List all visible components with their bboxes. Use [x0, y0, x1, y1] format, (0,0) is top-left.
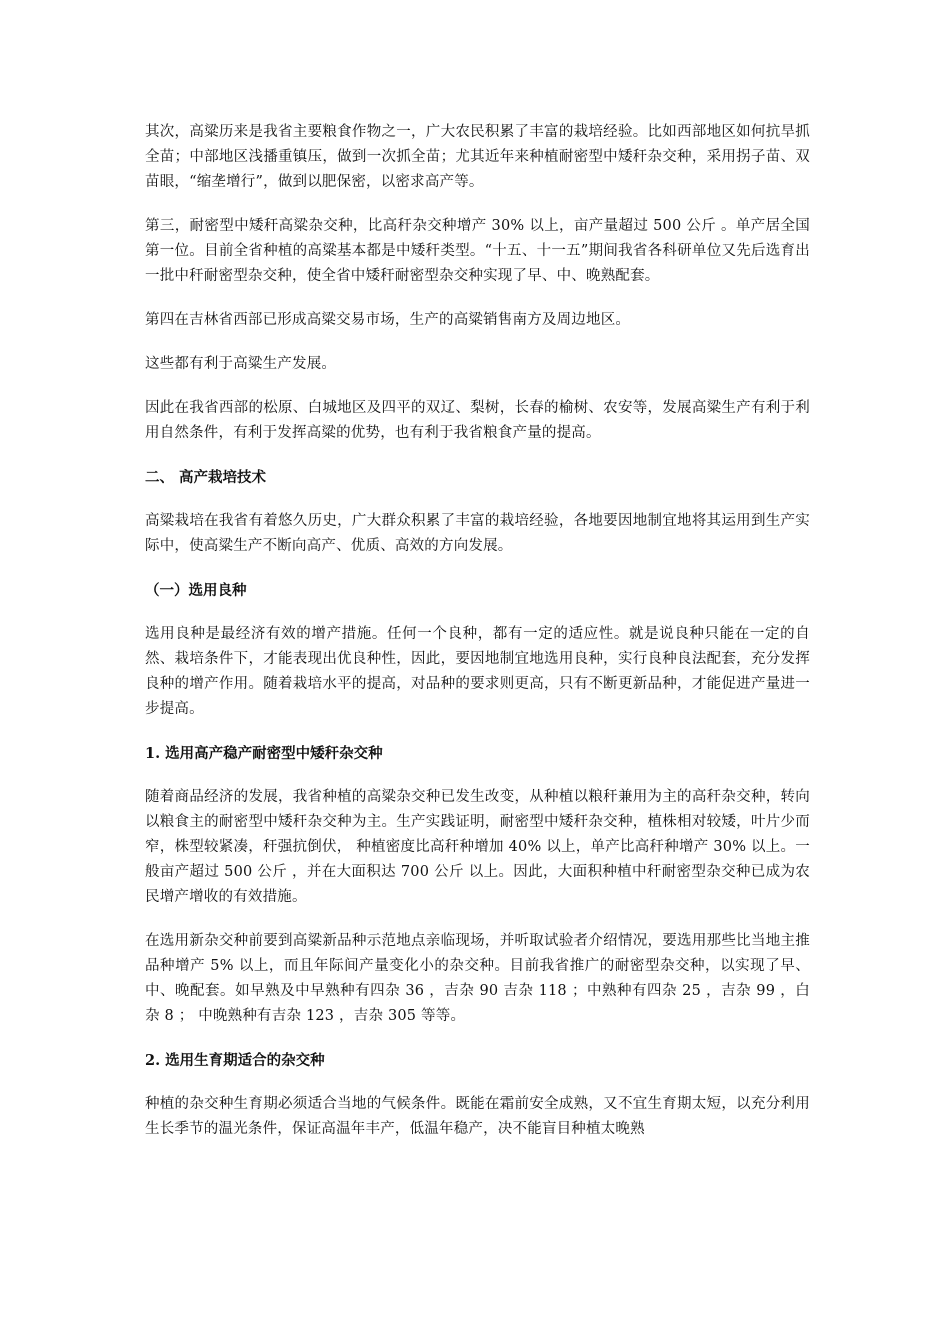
paragraph-item-1a: 随着商品经济的发展，我省种植的高粱杂交种已发生改变，从种植以粮秆兼用为主的高秆杂交种，转向以粮食主的耐密型中矮秆杂交种为主。生产实践证明，耐密型中矮秆杂交种，植株相对较矮，叶片少而窄，株型较紧凑，秆强抗倒伏， 种植密度比高秆种增加 40% 以上，单产比高秆种增产 30% 以上。一般亩产超过 500 公斤 ，并在大面积达 700 公斤 以上。因此，大面积种植中秆耐密型杂交种已成为农民增产增收的有效措施。	[145, 789, 810, 905]
paragraph-item-2: 种植的杂交种生育期必须适合当地的气候条件。既能在霜前安全成熟，又不宜生育期太短，以充分利用生长季节的温光条件，保证高温年丰产，低温年稳产，决不能盲目种植太晚熟	[145, 1096, 810, 1137]
paragraph-second-point: 其次，高粱历来是我省主要粮食作物之一，广大农民积累了丰富的栽培经验。比如西部地区如何抗旱抓全苗；中部地区浅播重镇压，做到一次抓全苗；尤其近年来种植耐密型中矮秆杂交种，采用拐子苗、双苗眼，“缩垄增行”，做到以肥保密，以密求高产等。	[145, 124, 810, 190]
document-body	[145, 120, 810, 1161]
paragraph-cultivation-intro: 高粱栽培在我省有着悠久历史，广大群众积累了丰富的栽培经验，各地要因地制宜地将其运用到生产实际中，使高粱生产不断向高产、优质、高效的方向发展。	[145, 513, 810, 554]
section-heading-cultivation: 二、 高产栽培技术	[145, 469, 267, 486]
paragraph-fourth-point: 第四在吉林省西部已形成高粱交易市场，生产的高粱销售南方及周边地区。	[145, 312, 631, 328]
paragraph-third-point: 第三，耐密型中矮秆高粱杂交种，比高秆杂交种增产 30% 以上，亩产量超过 500 公斤 。单产居全国第一位。目前全省种植的高粱基本都是中矮秆类型。“十五、十一五”期间我省各科研单位又先后选育出一批中秆耐密型杂交种，使全省中矮秆耐密型杂交种实现了早、中、晚熟配套。	[145, 218, 810, 284]
subsection-heading-variety: （一）选用良种	[145, 582, 247, 599]
paragraph-conclusion: 因此在我省西部的松原、白城地区及四平的双辽、梨树，长春的榆树、农安等，发展高粱生产有利于利用自然条件，有利于发挥高粱的优势，也有利于我省粮食产量的提高。	[145, 400, 810, 441]
item-heading-1: 1. 选用高产稳产耐密型中矮秆杂交种	[145, 745, 383, 762]
paragraph-summary: 这些都有利于高粱生产发展。	[145, 356, 337, 372]
paragraph-variety-intro: 选用良种是最经济有效的增产措施。任何一个良种，都有一定的适应性。就是说良种只能在一定的自然、栽培条件下，才能表现出优良种性，因此，要因地制宜地选用良种，实行良种良法配套，充分发挥良种的增产作用。随着栽培水平的提高，对品种的要求则更高，只有不断更新品种，才能促进产量进一步提高。	[145, 626, 810, 717]
paragraph-item-1b: 在选用新杂交种前要到高粱新品种示范地点亲临现场，并听取试验者介绍情况，要选用那些比当地主推品种增产 5% 以上，而且年际间产量变化小的杂交种。目前我省推广的耐密型杂交种，以实现了早、中、晚配套。如早熟及中早熟种有四杂 36 ，吉杂 90 吉杂 118 ；中熟种有四杂 25 ，吉杂 99 ，白杂 8 ； 中晚熟种有吉杂 123 ，吉杂 305 等等。	[145, 933, 810, 1024]
item-heading-2: 2. 选用生育期适合的杂交种	[145, 1052, 325, 1069]
